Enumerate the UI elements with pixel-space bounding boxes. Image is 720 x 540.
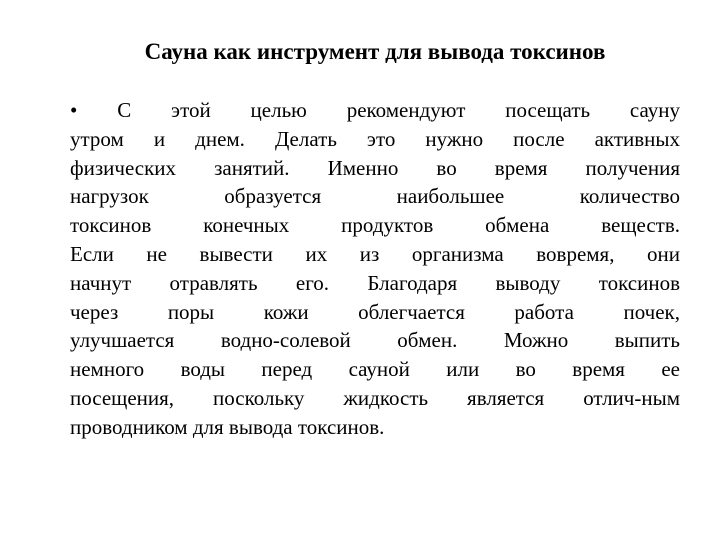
bullet-paragraph	[70, 96, 680, 442]
text-line: токсинов конечных продуктов обмена веществ.	[70, 213, 680, 238]
text-line: физических занятий. Именно во время получения	[70, 155, 680, 180]
text-line: • С этой целью рекомендуют посещать сауну	[70, 98, 680, 122]
text-line: улучшается водно-солевой обмен. Можно выпить	[70, 328, 680, 353]
text-line: утром и днем. Делать это нужно после активных	[70, 126, 680, 151]
text-line: нагрузок образуется наибольшее количество	[70, 184, 680, 209]
bullet-icon: •	[70, 98, 78, 122]
text-line: посещения, поскольку жидкость является отлич-ным	[70, 385, 680, 410]
text-line: Если не вывести их из организма вовремя, они	[70, 241, 680, 266]
text-line: проводником для вывода токсинов.	[70, 414, 385, 439]
text-line: через поры кожи облегчается работа почек,	[70, 299, 680, 324]
text-line: немного воды перед сауной или во время ее	[70, 357, 680, 382]
text-line: начнут отравлять его. Благодаря выводу токсинов	[70, 270, 680, 295]
slide-title: Сауна как инструмент для вывода токсинов	[144, 39, 606, 64]
